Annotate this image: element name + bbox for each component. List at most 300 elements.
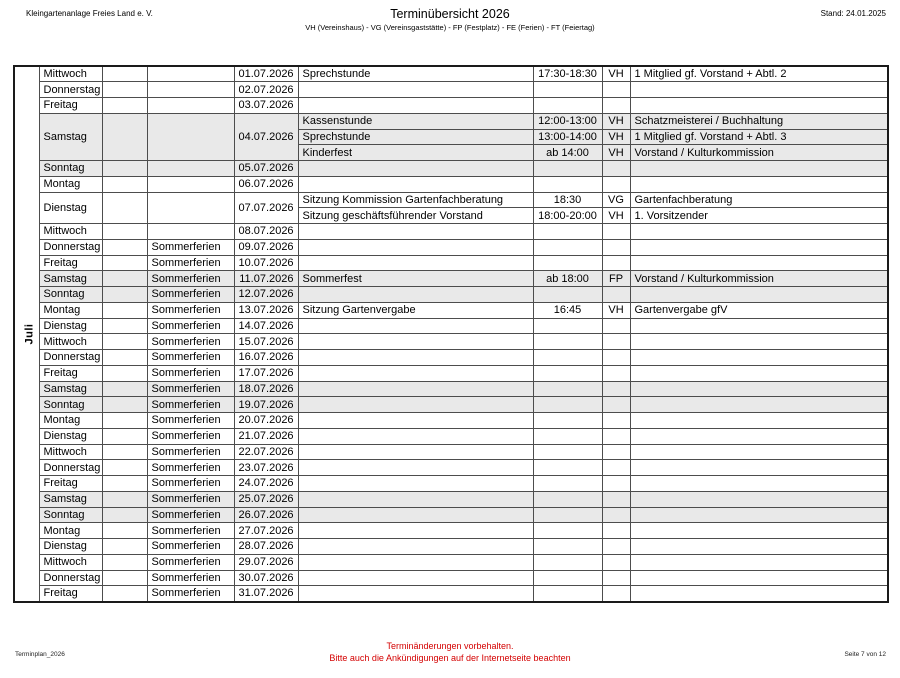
calendar-row — [14, 554, 888, 570]
holiday-cell — [102, 334, 147, 350]
responsible-cell — [630, 350, 888, 366]
date-cell: 17.07.2026 — [234, 365, 298, 381]
date-cell: 03.07.2026 — [234, 98, 298, 114]
calendar-row — [14, 239, 888, 255]
weekday-cell: Mittwoch — [39, 444, 102, 460]
calendar-row — [14, 271, 888, 287]
weekday-cell: Donnerstag — [39, 82, 102, 98]
weekday-cell: Freitag — [39, 365, 102, 381]
weekday-cell: Freitag — [39, 98, 102, 114]
month-label: Juli — [23, 323, 36, 345]
responsible-cell — [630, 98, 888, 114]
time-cell — [533, 318, 602, 334]
ferien-cell — [147, 113, 234, 160]
ferien-cell: Sommerferien — [147, 413, 234, 429]
responsible-cell: Vorstand / Kulturkommission — [630, 145, 888, 161]
event-cell — [298, 444, 533, 460]
time-cell: ab 14:00 — [533, 145, 602, 161]
holiday-cell — [102, 239, 147, 255]
date-cell: 31.07.2026 — [234, 586, 298, 602]
ferien-cell: Sommerferien — [147, 523, 234, 539]
time-cell — [533, 334, 602, 350]
holiday-cell — [102, 98, 147, 114]
page-title: Terminübersicht 2026 — [390, 7, 510, 21]
location-cell — [602, 350, 630, 366]
ferien-cell: Sommerferien — [147, 460, 234, 476]
ferien-cell — [147, 224, 234, 240]
date-cell: 14.07.2026 — [234, 318, 298, 334]
responsible-cell — [630, 224, 888, 240]
holiday-cell — [102, 491, 147, 507]
month-cell — [14, 66, 39, 602]
location-cell: VG — [602, 192, 630, 208]
location-cell — [602, 444, 630, 460]
weekday-cell: Dienstag — [39, 539, 102, 555]
event-cell — [298, 365, 533, 381]
date-cell: 15.07.2026 — [234, 334, 298, 350]
event-cell — [298, 491, 533, 507]
time-cell — [533, 539, 602, 555]
responsible-cell — [630, 287, 888, 303]
time-cell — [533, 507, 602, 523]
event-cell: Sitzung Gartenvergabe — [298, 302, 533, 318]
location-cell — [602, 491, 630, 507]
weekday-cell: Montag — [39, 176, 102, 192]
location-cell — [602, 554, 630, 570]
ferien-cell: Sommerferien — [147, 287, 234, 303]
weekday-cell: Montag — [39, 413, 102, 429]
date-cell: 02.07.2026 — [234, 82, 298, 98]
event-cell — [298, 82, 533, 98]
event-cell — [298, 224, 533, 240]
time-cell — [533, 413, 602, 429]
ferien-cell: Sommerferien — [147, 491, 234, 507]
weekday-cell: Samstag — [39, 491, 102, 507]
event-cell — [298, 318, 533, 334]
weekday-cell: Dienstag — [39, 192, 102, 224]
holiday-cell — [102, 82, 147, 98]
time-cell — [533, 381, 602, 397]
time-cell — [533, 476, 602, 492]
location-cell: VH — [602, 302, 630, 318]
event-cell — [298, 539, 533, 555]
ferien-cell: Sommerferien — [147, 239, 234, 255]
ferien-cell: Sommerferien — [147, 302, 234, 318]
ferien-cell — [147, 176, 234, 192]
date-cell: 27.07.2026 — [234, 523, 298, 539]
location-cell — [602, 334, 630, 350]
time-cell — [533, 523, 602, 539]
date-cell: 23.07.2026 — [234, 460, 298, 476]
date-cell: 16.07.2026 — [234, 350, 298, 366]
responsible-cell — [630, 444, 888, 460]
holiday-cell — [102, 507, 147, 523]
date-cell: 25.07.2026 — [234, 491, 298, 507]
responsible-cell — [630, 334, 888, 350]
event-cell — [298, 161, 533, 177]
event-cell: Sprechstunde — [298, 66, 533, 82]
ferien-cell — [147, 66, 234, 82]
calendar-row — [14, 113, 888, 129]
location-cell: VH — [602, 66, 630, 82]
event-cell: Kinderfest — [298, 145, 533, 161]
responsible-cell — [630, 523, 888, 539]
event-cell — [298, 239, 533, 255]
responsible-cell — [630, 318, 888, 334]
weekday-cell: Donnerstag — [39, 239, 102, 255]
holiday-cell — [102, 460, 147, 476]
document-header — [0, 7, 900, 32]
holiday-cell — [102, 176, 147, 192]
ferien-cell: Sommerferien — [147, 350, 234, 366]
weekday-cell: Samstag — [39, 113, 102, 160]
footer-filename: Terminplan_2026 — [15, 651, 65, 658]
weekday-cell: Freitag — [39, 476, 102, 492]
ferien-cell: Sommerferien — [147, 554, 234, 570]
location-cell — [602, 586, 630, 602]
calendar-row — [14, 397, 888, 413]
weekday-cell: Sonntag — [39, 397, 102, 413]
responsible-cell: 1 Mitglied gf. Vorstand + Abtl. 2 — [630, 66, 888, 82]
calendar-row — [14, 586, 888, 602]
time-cell — [533, 570, 602, 586]
event-cell — [298, 350, 533, 366]
event-cell: Sitzung geschäftsführender Vorstand — [298, 208, 533, 224]
ferien-cell: Sommerferien — [147, 334, 234, 350]
location-cell — [602, 176, 630, 192]
event-cell — [298, 255, 533, 271]
date-cell: 20.07.2026 — [234, 413, 298, 429]
weekday-cell: Montag — [39, 523, 102, 539]
legend-subtitle: VH (Vereinshaus) - VG (Vereinsgaststätte) - FP (Festplatz) - FE (Ferien) - FT (Feiertag) — [305, 23, 595, 32]
calendar-row — [14, 161, 888, 177]
date-cell: 18.07.2026 — [234, 381, 298, 397]
holiday-cell — [102, 570, 147, 586]
event-cell: Sommerfest — [298, 271, 533, 287]
calendar-row — [14, 428, 888, 444]
location-cell: VH — [602, 145, 630, 161]
time-cell: 12:00-13:00 — [533, 113, 602, 129]
footer-page-number: Seite 7 von 12 — [844, 651, 886, 658]
calendar-row — [14, 350, 888, 366]
time-cell — [533, 287, 602, 303]
time-cell — [533, 239, 602, 255]
location-cell — [602, 523, 630, 539]
weekday-cell: Sonntag — [39, 507, 102, 523]
calendar-row — [14, 287, 888, 303]
location-cell — [602, 318, 630, 334]
event-cell — [298, 523, 533, 539]
time-cell — [533, 365, 602, 381]
calendar-row — [14, 176, 888, 192]
weekday-cell: Donnerstag — [39, 460, 102, 476]
event-cell — [298, 176, 533, 192]
time-cell — [533, 491, 602, 507]
event-cell — [298, 507, 533, 523]
calendar-row — [14, 82, 888, 98]
calendar-row — [14, 192, 888, 208]
responsible-cell — [630, 460, 888, 476]
location-cell — [602, 460, 630, 476]
location-cell — [602, 239, 630, 255]
holiday-cell — [102, 523, 147, 539]
responsible-cell — [630, 476, 888, 492]
time-cell: 16:45 — [533, 302, 602, 318]
location-cell — [602, 365, 630, 381]
holiday-cell — [102, 586, 147, 602]
location-cell — [602, 570, 630, 586]
calendar-row — [14, 507, 888, 523]
location-cell — [602, 98, 630, 114]
location-cell — [602, 428, 630, 444]
time-cell — [533, 350, 602, 366]
weekday-cell: Mittwoch — [39, 66, 102, 82]
location-cell — [602, 539, 630, 555]
date-cell: 28.07.2026 — [234, 539, 298, 555]
event-cell — [298, 381, 533, 397]
time-cell — [533, 554, 602, 570]
location-cell — [602, 82, 630, 98]
holiday-cell — [102, 66, 147, 82]
holiday-cell — [102, 444, 147, 460]
date-cell: 10.07.2026 — [234, 255, 298, 271]
ferien-cell: Sommerferien — [147, 365, 234, 381]
date-cell: 30.07.2026 — [234, 570, 298, 586]
event-cell — [298, 476, 533, 492]
event-cell — [298, 287, 533, 303]
ferien-cell: Sommerferien — [147, 476, 234, 492]
date-cell: 11.07.2026 — [234, 271, 298, 287]
weekday-cell: Sonntag — [39, 287, 102, 303]
calendar-row — [14, 539, 888, 555]
time-cell: 13:00-14:00 — [533, 129, 602, 145]
notice-line-2: Bitte auch die Ankündigungen auf der Internetseite beachten — [329, 652, 571, 663]
ferien-cell — [147, 98, 234, 114]
calendar-row — [14, 66, 888, 82]
responsible-cell — [630, 365, 888, 381]
holiday-cell — [102, 161, 147, 177]
holiday-cell — [102, 554, 147, 570]
date-cell: 29.07.2026 — [234, 554, 298, 570]
schedule-table — [13, 65, 889, 603]
location-cell: FP — [602, 271, 630, 287]
weekday-cell: Mittwoch — [39, 224, 102, 240]
time-cell — [533, 586, 602, 602]
date-cell: 07.07.2026 — [234, 192, 298, 224]
time-cell — [533, 397, 602, 413]
date-cell: 19.07.2026 — [234, 397, 298, 413]
event-cell — [298, 334, 533, 350]
weekday-cell: Dienstag — [39, 318, 102, 334]
calendar-row — [14, 224, 888, 240]
location-cell — [602, 507, 630, 523]
responsible-cell — [630, 397, 888, 413]
responsible-cell — [630, 586, 888, 602]
date-cell: 06.07.2026 — [234, 176, 298, 192]
event-cell — [298, 460, 533, 476]
ferien-cell: Sommerferien — [147, 255, 234, 271]
stand-date: Stand: 24.01.2025 — [820, 9, 886, 18]
holiday-cell — [102, 397, 147, 413]
location-cell — [602, 161, 630, 177]
responsible-cell: Gartenvergabe gfV — [630, 302, 888, 318]
location-cell — [602, 413, 630, 429]
time-cell — [533, 176, 602, 192]
calendar-row — [14, 381, 888, 397]
weekday-cell: Montag — [39, 302, 102, 318]
calendar-row — [14, 523, 888, 539]
time-cell: 18:00-20:00 — [533, 208, 602, 224]
holiday-cell — [102, 413, 147, 429]
holiday-cell — [102, 224, 147, 240]
holiday-cell — [102, 381, 147, 397]
responsible-cell: Schatzmeisterei / Buchhaltung — [630, 113, 888, 129]
ferien-cell: Sommerferien — [147, 570, 234, 586]
time-cell — [533, 444, 602, 460]
time-cell: 17:30-18:30 — [533, 66, 602, 82]
event-cell: Kassenstunde — [298, 113, 533, 129]
event-cell — [298, 554, 533, 570]
date-cell: 13.07.2026 — [234, 302, 298, 318]
event-cell — [298, 586, 533, 602]
weekday-cell: Dienstag — [39, 428, 102, 444]
location-cell — [602, 476, 630, 492]
location-cell: VH — [602, 113, 630, 129]
date-cell: 24.07.2026 — [234, 476, 298, 492]
responsible-cell — [630, 491, 888, 507]
calendar-row — [14, 365, 888, 381]
responsible-cell — [630, 161, 888, 177]
footer-notice — [0, 641, 900, 664]
date-cell: 22.07.2026 — [234, 444, 298, 460]
responsible-cell — [630, 539, 888, 555]
location-cell: VH — [602, 129, 630, 145]
location-cell: VH — [602, 208, 630, 224]
ferien-cell: Sommerferien — [147, 397, 234, 413]
calendar-row — [14, 334, 888, 350]
holiday-cell — [102, 350, 147, 366]
responsible-cell — [630, 239, 888, 255]
time-cell — [533, 82, 602, 98]
holiday-cell — [102, 365, 147, 381]
responsible-cell — [630, 381, 888, 397]
date-cell: 04.07.2026 — [234, 113, 298, 160]
calendar-row — [14, 444, 888, 460]
responsible-cell — [630, 554, 888, 570]
calendar-row — [14, 476, 888, 492]
event-cell: Sitzung Kommission Gartenfachberatung — [298, 192, 533, 208]
calendar-row — [14, 570, 888, 586]
time-cell — [533, 428, 602, 444]
calendar-row — [14, 318, 888, 334]
ferien-cell: Sommerferien — [147, 381, 234, 397]
event-cell — [298, 570, 533, 586]
location-cell — [602, 287, 630, 303]
holiday-cell — [102, 428, 147, 444]
weekday-cell: Sonntag — [39, 161, 102, 177]
ferien-cell — [147, 161, 234, 177]
responsible-cell: 1 Mitglied gf. Vorstand + Abtl. 3 — [630, 129, 888, 145]
event-cell: Sprechstunde — [298, 129, 533, 145]
weekday-cell: Freitag — [39, 255, 102, 271]
weekday-cell: Freitag — [39, 586, 102, 602]
date-cell: 09.07.2026 — [234, 239, 298, 255]
ferien-cell: Sommerferien — [147, 318, 234, 334]
time-cell — [533, 460, 602, 476]
calendar-row — [14, 491, 888, 507]
weekday-cell: Donnerstag — [39, 350, 102, 366]
calendar-row — [14, 413, 888, 429]
holiday-cell — [102, 271, 147, 287]
responsible-cell — [630, 413, 888, 429]
responsible-cell — [630, 255, 888, 271]
calendar-row — [14, 255, 888, 271]
ferien-cell: Sommerferien — [147, 444, 234, 460]
holiday-cell — [102, 476, 147, 492]
location-cell — [602, 397, 630, 413]
responsible-cell: Vorstand / Kulturkommission — [630, 271, 888, 287]
weekday-cell: Samstag — [39, 381, 102, 397]
responsible-cell — [630, 507, 888, 523]
weekday-cell: Donnerstag — [39, 570, 102, 586]
time-cell — [533, 255, 602, 271]
event-cell — [298, 428, 533, 444]
ferien-cell: Sommerferien — [147, 539, 234, 555]
event-cell — [298, 413, 533, 429]
holiday-cell — [102, 255, 147, 271]
org-name: Kleingartenanlage Freies Land e. V. — [26, 9, 153, 18]
responsible-cell: 1. Vorsitzender — [630, 208, 888, 224]
date-cell: 26.07.2026 — [234, 507, 298, 523]
time-cell — [533, 224, 602, 240]
ferien-cell — [147, 192, 234, 224]
holiday-cell — [102, 539, 147, 555]
ferien-cell: Sommerferien — [147, 507, 234, 523]
date-cell: 12.07.2026 — [234, 287, 298, 303]
responsible-cell: Gartenfachberatung — [630, 192, 888, 208]
holiday-cell — [102, 302, 147, 318]
ferien-cell: Sommerferien — [147, 271, 234, 287]
weekday-cell: Samstag — [39, 271, 102, 287]
calendar-row — [14, 460, 888, 476]
ferien-cell: Sommerferien — [147, 428, 234, 444]
weekday-cell: Mittwoch — [39, 554, 102, 570]
holiday-cell — [102, 192, 147, 224]
responsible-cell — [630, 428, 888, 444]
responsible-cell — [630, 570, 888, 586]
calendar-row — [14, 302, 888, 318]
date-cell: 01.07.2026 — [234, 66, 298, 82]
responsible-cell — [630, 176, 888, 192]
notice-line-1: Terminänderungen vorbehalten. — [386, 641, 514, 651]
holiday-cell — [102, 287, 147, 303]
time-cell: ab 18:00 — [533, 271, 602, 287]
location-cell — [602, 224, 630, 240]
weekday-cell: Mittwoch — [39, 334, 102, 350]
date-cell: 05.07.2026 — [234, 161, 298, 177]
time-cell — [533, 98, 602, 114]
event-cell — [298, 397, 533, 413]
time-cell: 18:30 — [533, 192, 602, 208]
holiday-cell — [102, 318, 147, 334]
date-cell: 21.07.2026 — [234, 428, 298, 444]
holiday-cell — [102, 113, 147, 160]
time-cell — [533, 161, 602, 177]
calendar-row — [14, 98, 888, 114]
responsible-cell — [630, 82, 888, 98]
location-cell — [602, 381, 630, 397]
ferien-cell — [147, 82, 234, 98]
